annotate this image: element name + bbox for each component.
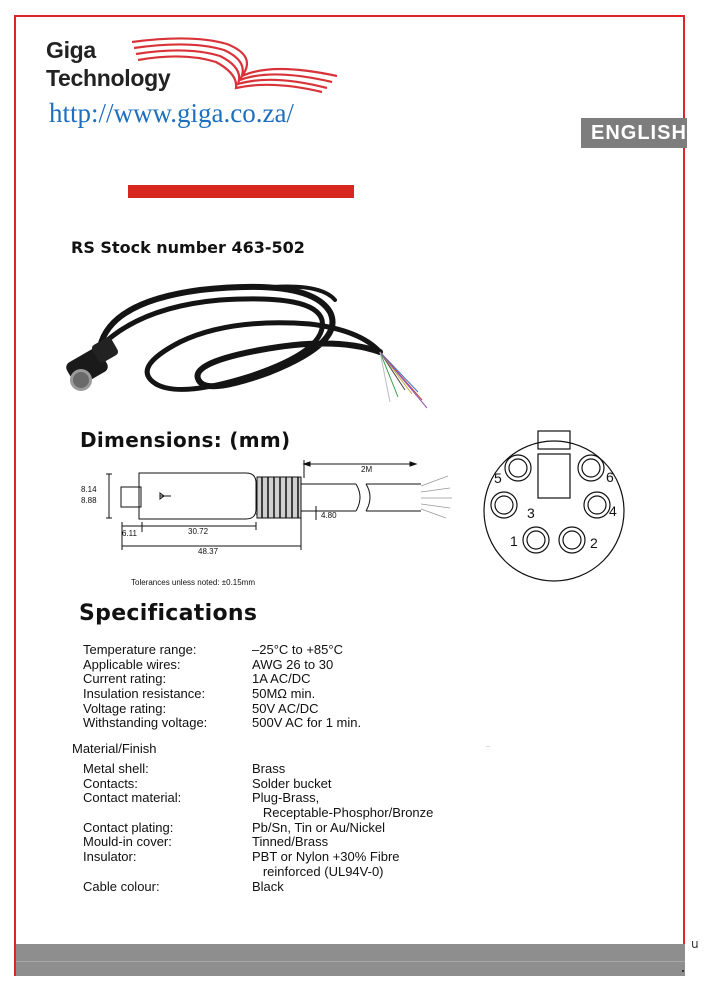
dimensions-title: Dimensions: (mm) xyxy=(80,428,291,452)
spec-value: reinforced (UL94V-0) xyxy=(252,863,384,879)
dim-label-48-37: 48.37 xyxy=(198,547,219,556)
knurled-grip xyxy=(257,477,301,518)
pin-label-5: 5 xyxy=(494,470,502,486)
pin-label-3: 3 xyxy=(527,505,535,521)
spec-label: Metal shell: xyxy=(83,761,149,776)
dim-label-8-14: 8.14 xyxy=(81,485,97,494)
tolerance-note: Tolerances unless noted: ±0.15mm xyxy=(131,578,256,587)
logo-text-line1: Giga xyxy=(46,37,96,63)
spec-value: Solder bucket xyxy=(252,775,332,791)
spec-value: Black xyxy=(252,878,284,894)
footer-band xyxy=(16,944,685,976)
spec-label: Contacts: xyxy=(83,775,138,791)
spec-value: 50MΩ min. xyxy=(252,686,316,702)
dim-label-8-88: 8.88 xyxy=(81,496,97,505)
spec-value: 1A AC/DC xyxy=(252,671,311,687)
spec-label: Withstanding voltage: xyxy=(83,715,208,731)
material-finish-heading: Material/Finish xyxy=(72,741,157,756)
dim-label-4-80: 4.80 xyxy=(321,511,337,520)
spec-value: Receptable-Phosphor/Bronze xyxy=(252,805,434,821)
pin-label-4: 4 xyxy=(609,503,617,519)
dimension-drawing xyxy=(76,456,456,566)
spec-label: Insulation resistance: xyxy=(83,686,206,702)
spec-value: –25°C to +85°C xyxy=(252,642,343,657)
pin-diagram xyxy=(480,418,630,588)
spec-label: Applicable wires: xyxy=(83,656,181,672)
spec-value: 500V AC for 1 min. xyxy=(252,715,362,731)
dim-label-6-11: 6.11 xyxy=(122,529,137,538)
din-plug xyxy=(64,336,119,391)
dim-label-2m: 2M xyxy=(361,465,373,474)
pin-label-2: 2 xyxy=(590,535,598,551)
pin-label-1: 1 xyxy=(510,533,518,549)
spec-value: AWG 26 to 30 xyxy=(252,656,334,672)
speck xyxy=(486,746,490,747)
pin-label-6: 6 xyxy=(606,469,614,485)
company-logo xyxy=(46,36,170,92)
spec-label: Current rating: xyxy=(83,671,167,687)
dim-label-30-72: 30.72 xyxy=(188,527,209,536)
spec-label: Cable colour: xyxy=(83,878,160,894)
spec-value: PBT or Nylon +30% Fibre xyxy=(252,849,400,865)
spec-label: Contact material: xyxy=(83,790,182,806)
spec-label: Mould-in cover: xyxy=(83,834,172,850)
spec-value: Brass xyxy=(252,761,286,776)
spec-label: Temperature range: xyxy=(83,642,197,657)
cable-photo xyxy=(60,272,440,422)
footer-dot xyxy=(682,970,684,972)
logo-swoosh-icon xyxy=(132,36,342,98)
spec-label: Insulator: xyxy=(83,849,137,865)
spec-value: Pb/Sn, Tin or Au/Nickel xyxy=(252,819,385,835)
website-link[interactable]: http://www.giga.co.za/ xyxy=(49,98,294,128)
spec-value: Plug-Brass, xyxy=(252,790,320,806)
spec-value: Tinned/Brass xyxy=(252,834,329,850)
stock-number: RS Stock number 463-502 xyxy=(71,238,305,257)
accent-bar xyxy=(128,185,354,198)
footer-divider xyxy=(16,961,685,962)
specifications-title: Specifications xyxy=(79,601,258,626)
logo-text-line2: Technology xyxy=(46,65,171,91)
spec-label: Voltage rating: xyxy=(83,700,167,716)
spec-label: Contact plating: xyxy=(83,819,174,835)
language-badge[interactable]: ENGLISH xyxy=(581,118,687,148)
footer-edge-text: u xyxy=(691,937,699,951)
spec-value: 50V AC/DC xyxy=(252,700,319,716)
